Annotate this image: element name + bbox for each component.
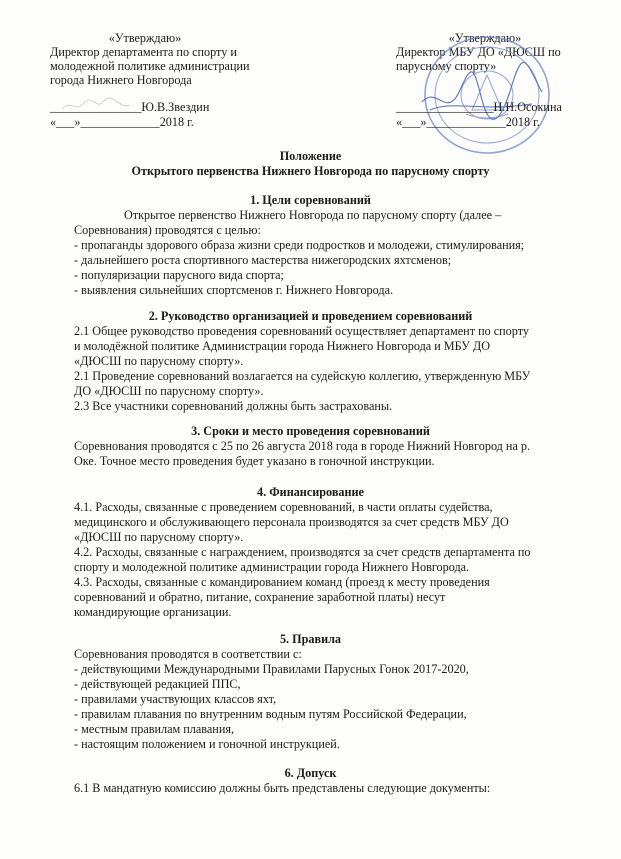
sec5-line-1: Соревнования проводятся в соответствии с:: [74, 647, 302, 661]
sec3-line-1: Соревнования проводятся с 25 по 26 августа 2018 года в городе Нижний Новгород на р.: [74, 439, 531, 453]
sec4-line-2: медицинского и обслуживающего персонала производятся за счет средств МБУ ДО: [74, 515, 509, 529]
sec4-line-1: 4.1. Расходы, связанные с проведением соревнований, в части оплаты судейства,: [74, 500, 493, 514]
sec4-line-7: соревнований и обратно, питание, сохранение заработной платы) несут: [74, 590, 446, 604]
sec2-line-4: 2.1 Проведение соревнований возлагается на судейскую коллегию, утвержденную МБУ: [74, 369, 531, 383]
sec4-line-6: 4.3. Расходы, связанные с командированием команд (проезд к месту проведения: [74, 575, 490, 589]
sec6-line-1: 6.1 В мандатную комиссию должны быть представлены следующие документы:: [74, 781, 491, 795]
sec4-line-8: командирующие организации.: [74, 605, 232, 619]
sec2-line-6: 2.3 Все участники соревнований должны быть застрахованы.: [74, 399, 393, 413]
sec1-line-5: - популяризации парусного вида спорта;: [74, 268, 284, 282]
sec5-line-2: - действующими Международными Правилами Парусных Гонок 2017-2020,: [74, 662, 469, 676]
sec2-line-1: 2.1 Общее руководство проведения соревнований осуществляет департамент по спорту: [74, 324, 529, 338]
section-6-heading: 6. Допуск: [284, 766, 337, 780]
sec2-line-3: «ДЮСШ по парусному спорту».: [74, 354, 244, 368]
sec3-line-2: Оке. Точное место проведения будет указано в гоночной инструкции.: [74, 454, 435, 468]
approve-right-signature: ________________Н.Н.Осокина: [396, 100, 562, 114]
document-title: Положение: [279, 149, 342, 163]
sec5-line-3: - действующей редакцией ППС,: [74, 677, 241, 691]
sec1-line-2: Соревнования) проводятся с целью:: [74, 223, 261, 237]
approve-left-date: «___»_____________2018 г.: [50, 115, 194, 129]
document-subtitle: Открытого первенства Нижнего Новгорода по парусному спорту: [131, 164, 490, 178]
sec5-line-6: - местным правилам плавания,: [74, 722, 235, 736]
approve-right-heading: «Утверждаю»: [448, 31, 522, 45]
sec1-line-4: - дальнейшего роста спортивного мастерства нижегородских яхтсменов;: [74, 253, 452, 267]
section-4-heading: 4. Финансирование: [257, 485, 364, 499]
sec4-line-4: 4.2. Расходы, связанные с награждением, производятся за счет средств департамента по: [74, 545, 531, 559]
section-5-heading: 5. Правила: [279, 632, 342, 646]
approve-right-line2: парусному спорту»: [396, 59, 497, 73]
sec1-line-3: - пропаганды здорового образа жизни среди подростков и молодежи, стимулирования;: [74, 238, 525, 252]
sec2-line-2: и молодёжной политике Администрации города Нижнего Новгорода и МБУ ДО: [74, 339, 491, 353]
section-2-heading: 2. Руководство организацией и проведением соревнований: [148, 309, 473, 323]
sec5-line-5: - правилам плавания по внутренним водным путям Российской Федерации,: [74, 707, 467, 721]
official-stamp-icon: [392, 30, 567, 165]
sec5-line-7: - настоящим положением и гоночной инструкцией.: [74, 737, 340, 751]
approve-left-line3: города Нижнего Новгорода: [50, 73, 192, 87]
section-1-heading: 1. Цели соревнований: [250, 193, 371, 207]
sec4-line-3: «ДЮСШ по парусному спорту».: [74, 530, 244, 544]
approve-right-line1: Директор МБУ ДО «ДЮСШ по: [396, 45, 561, 59]
sec2-line-5: ДО «ДЮСШ по парусному спорту».: [74, 384, 264, 398]
sec4-line-5: спорту и молодежной политике администрации города Нижнего Новгорода.: [74, 560, 470, 574]
sec1-line-1: Открытое первенство Нижнего Новгорода по парусному спорту (далее –: [124, 208, 502, 222]
sec5-line-4: - правилами участвующих классов яхт,: [74, 692, 277, 706]
approve-left-line2: молодежной политике администрации: [50, 59, 250, 73]
approve-left-signature: _______________Ю.В.Звездин: [50, 100, 210, 114]
approve-right-date: «___»_____________2018 г.: [396, 115, 540, 129]
approve-left-line1: Директор департамента по спорту и: [50, 45, 237, 59]
approve-left-heading: «Утверждаю»: [108, 31, 182, 45]
section-3-heading: 3. Сроки и место проведения соревнований: [191, 424, 430, 438]
sec1-line-6: - выявления сильнейших спортсменов г. Нижнего Новгорода.: [74, 283, 394, 297]
